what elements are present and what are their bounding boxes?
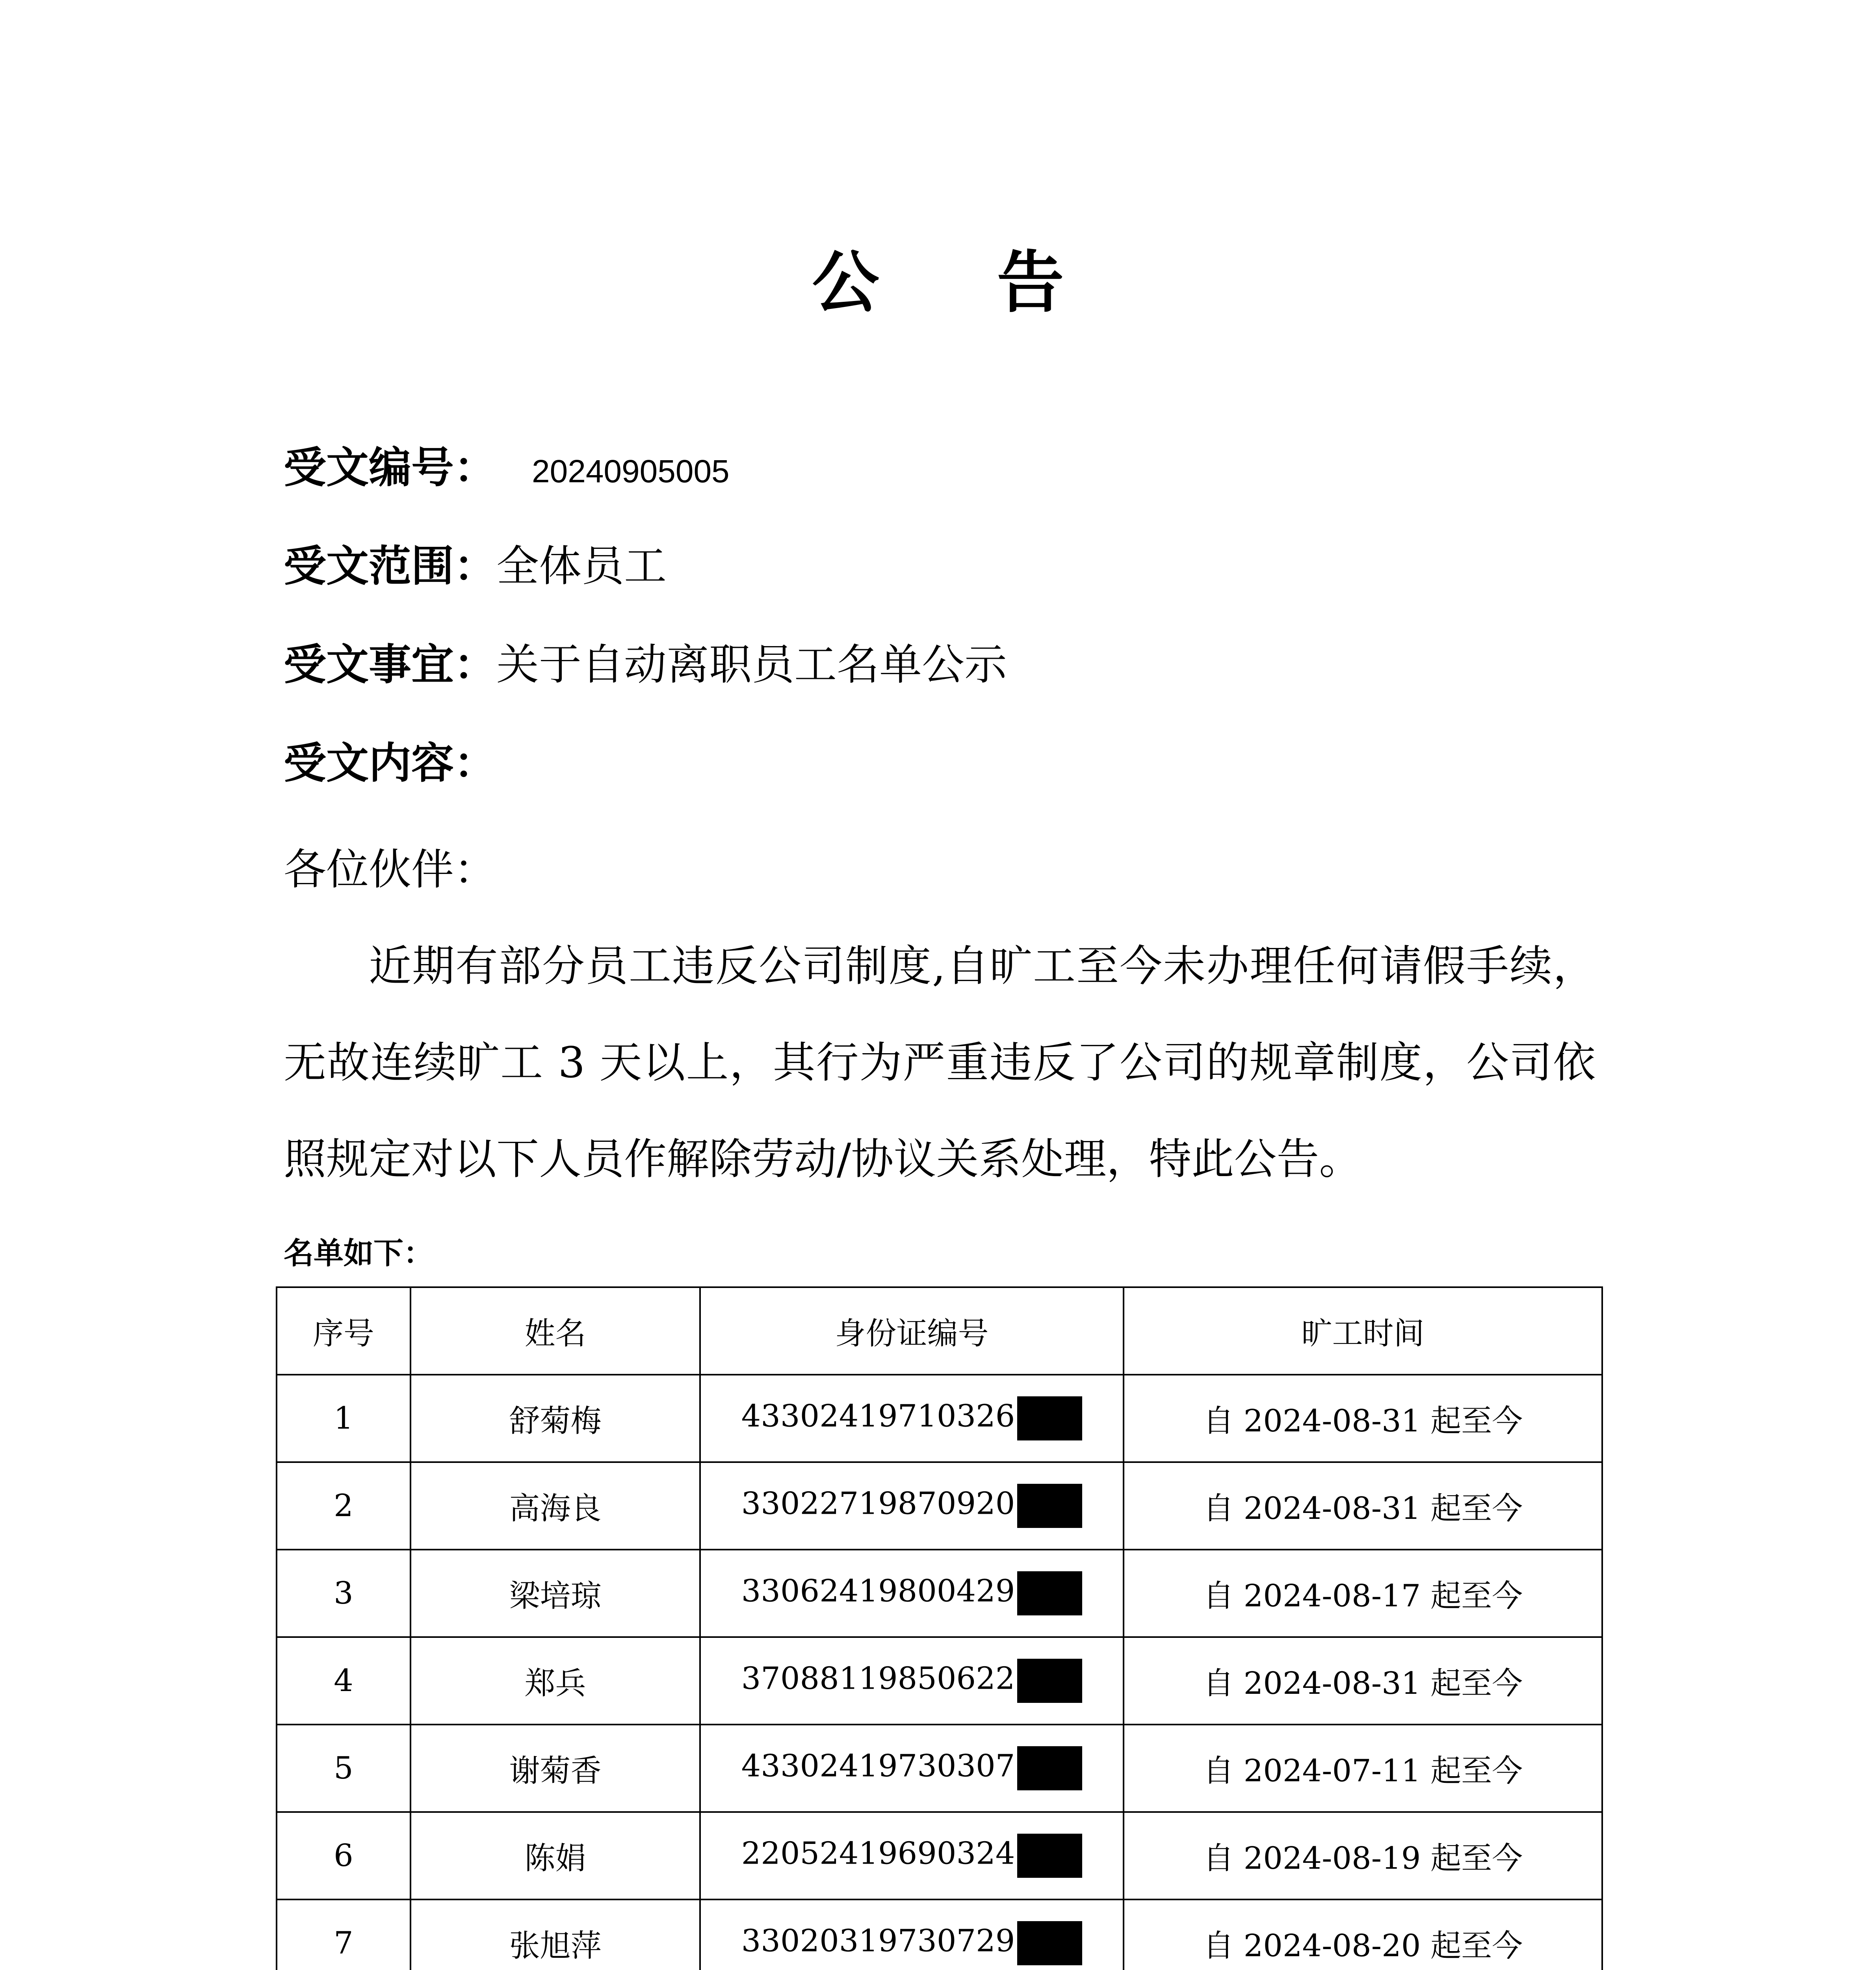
header-cell: 旷工时间	[1124, 1287, 1602, 1375]
row-number: 7	[277, 1899, 410, 1970]
list-title: 名单如下：	[284, 1236, 433, 1271]
row-name: 梁培琼	[410, 1550, 700, 1637]
field-label: 受文事宜：	[284, 640, 497, 690]
table-row	[277, 1375, 1602, 1462]
employee-table	[276, 1286, 1603, 1970]
field-subject	[284, 630, 1007, 691]
row-name: 郑兵	[410, 1637, 700, 1725]
row-id	[700, 1550, 1124, 1637]
table-row	[277, 1899, 1602, 1970]
id-number: 43302419730307	[741, 1748, 1015, 1784]
id-number: 43302419710326	[741, 1398, 1015, 1434]
field-document-number	[284, 433, 730, 494]
row-id	[700, 1637, 1124, 1725]
id-number: 33062419800429	[741, 1573, 1015, 1609]
row-number: 6	[277, 1812, 410, 1899]
row-number: 5	[277, 1725, 410, 1812]
row-id	[700, 1375, 1124, 1462]
page-title: 公 告	[812, 243, 1111, 322]
row-name: 高海良	[410, 1462, 700, 1550]
row-name: 谢菊香	[410, 1725, 700, 1812]
row-absence-time: 自 2024-08-17 起至今	[1124, 1550, 1602, 1637]
redaction-box	[1017, 1834, 1082, 1878]
header-cell: 序号	[277, 1287, 410, 1375]
redaction-box	[1017, 1396, 1082, 1440]
row-id	[700, 1812, 1124, 1899]
redaction-box	[1017, 1659, 1082, 1703]
field-value: 关于自动离职员工名单公示	[496, 640, 1007, 690]
id-number: 37088119850622	[741, 1661, 1015, 1697]
redaction-box	[1017, 1921, 1082, 1965]
row-number: 4	[277, 1637, 410, 1725]
greeting: 各位伙伴：	[284, 845, 497, 894]
row-name: 陈娟	[410, 1812, 700, 1899]
field-scope	[284, 532, 667, 593]
field-value: 全体员工	[496, 542, 667, 591]
field-label: 受文范围：	[284, 542, 497, 591]
table-row	[277, 1462, 1602, 1550]
row-name: 舒菊梅	[410, 1375, 700, 1462]
field-label: 受文编号：	[284, 443, 497, 492]
table-row	[277, 1550, 1602, 1637]
redaction-box	[1017, 1484, 1082, 1528]
field-value: 20240905005	[532, 453, 730, 489]
row-absence-time: 自 2024-07-11 起至今	[1124, 1725, 1602, 1812]
header-cell: 姓名	[410, 1287, 700, 1375]
row-absence-time: 自 2024-08-19 起至今	[1124, 1812, 1602, 1899]
row-absence-time: 自 2024-08-20 起至今	[1124, 1899, 1602, 1970]
id-number: 33022719870920	[741, 1486, 1015, 1522]
redaction-box	[1017, 1746, 1082, 1790]
row-number: 3	[277, 1550, 410, 1637]
row-absence-time: 自 2024-08-31 起至今	[1124, 1375, 1602, 1462]
row-absence-time: 自 2024-08-31 起至今	[1124, 1462, 1602, 1550]
body-paragraph: 近期有部分员工违反公司制度,自旷工至今未办理任何请假手续，无故连续旷工 3 天以上，其行为严重违反了公司的规章制度，公司依照规定对以下人员作解除劳动/协议关系处理，特此公告。	[284, 942, 1596, 1184]
table-row	[277, 1812, 1602, 1899]
row-number: 1	[277, 1375, 410, 1462]
id-number: 22052419690324	[741, 1836, 1015, 1872]
table-row	[277, 1637, 1602, 1725]
table-header-row	[277, 1287, 1602, 1375]
redaction-box	[1017, 1571, 1082, 1615]
row-absence-time: 自 2024-08-31 起至今	[1124, 1637, 1602, 1725]
row-id	[700, 1899, 1124, 1970]
header-cell: 身份证编号	[700, 1287, 1124, 1375]
row-id	[700, 1462, 1124, 1550]
row-number: 2	[277, 1462, 410, 1550]
field-label: 受文内容：	[284, 739, 497, 788]
field-content	[284, 729, 496, 790]
row-id	[700, 1725, 1124, 1812]
table-row	[277, 1725, 1602, 1812]
row-name: 张旭萍	[410, 1899, 700, 1970]
id-number: 33020319730729	[741, 1923, 1015, 1959]
